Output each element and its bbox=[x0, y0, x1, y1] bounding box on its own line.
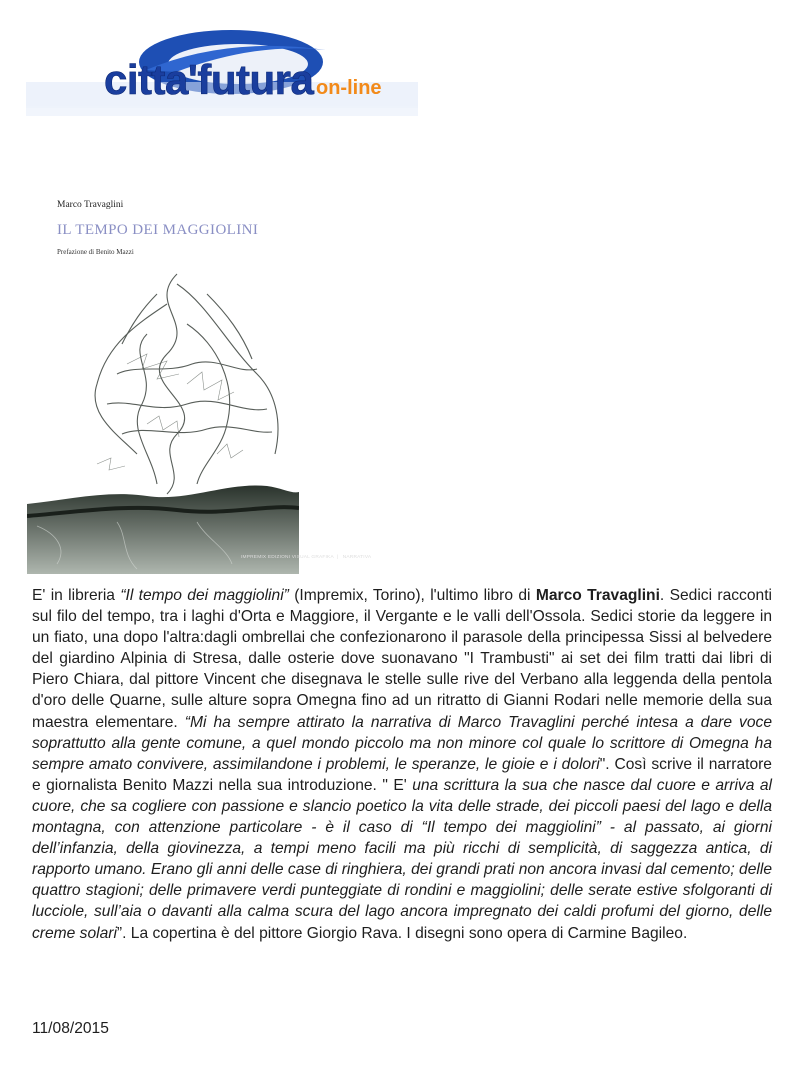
book-cover bbox=[27, 184, 372, 574]
cover-series: NARRATIVA bbox=[342, 555, 372, 560]
logo-graphic bbox=[26, 22, 418, 130]
cover-preface: Prefazione di Benito Mazzi bbox=[57, 248, 134, 256]
article-text: . Sedici racconti sul filo del tempo, tra i laghi d'Orta e Maggiore, il Vergante e le valli dell'Ossola. Sedici storie da leggere in un fiato, una dopo l'altra:dagli ombrellai che confezionarono il parasole della principessa Sissi al belvedere del giardino Alpinia di Stresa, dalle osterie dove suonavano "I Trambusti" ai set dei film tratti dai libri di Piero Chiara, dal pittore Vincent che disegnava le stelle sulle rive del Verbano alla leggenda della pentola d'oro delle Quarne, sulle alture sopra Omegna fino ad un ritratto di Gianni Rodari nelle memorie della sua maestra elementare. bbox=[32, 587, 772, 731]
logo-wordmark: citta'futura bbox=[104, 56, 314, 103]
cover-author: Marco Travaglini bbox=[57, 200, 124, 210]
article-body bbox=[32, 585, 772, 944]
article-text: (Impremix, Torino), l'ultimo libro di bbox=[288, 587, 536, 604]
publication-date: 11/08/2015 bbox=[32, 1020, 109, 1037]
article-text: ”. La copertina è del pittore Giorgio Rava. I disegni sono opera di Carmine Bagileo. bbox=[116, 924, 688, 942]
article-text: E' in libreria bbox=[32, 587, 121, 604]
article-paragraph bbox=[32, 585, 772, 944]
cover-title: IL TEMPO DEI MAGGIOLINI bbox=[57, 222, 259, 238]
site-logo[interactable] bbox=[26, 22, 418, 130]
article-text: ". Così scrive il narratore e giornalista Benito Mazzi nella sua introduzione. " E' bbox=[32, 755, 772, 794]
logo-subtitle: on-line bbox=[316, 77, 382, 99]
cover-footer: IMPREMIX EDIZIONI VISUAL GRAFIKA | NARRATIVA bbox=[241, 555, 372, 560]
cover-tree-illustration bbox=[27, 264, 299, 574]
introduction-quote: una scrittura la sua che nasce dal cuore e arriva al cuore, che sa cogliere con passione e slancio poetico la vita delle strade, dei piccoli paesi del lago e della montagna, con attenzione particolare - è il caso di “Il tempo dei maggiolini” - al passato, ai giorni dell’infanzia, della giovinezza, a tempi meno facili ma più ricchi di semplicità, di saggezza antica, di rapporto umano. Erano gli anni delle case di ringhiera, dei grandi prati non ancora invasi dal cemento; delle quattro stagioni; delle primavere verdi punteggiate di rondini e maggiolini; delle serate estive sfolgoranti di lucciole, sull’aia o davanti alla calma scura del lago ancora impregnato dei caldi profumi del giorno, delle creme solari bbox=[32, 776, 772, 942]
cover-publisher: IMPREMIX EDIZIONI VISUAL GRAFIKA bbox=[241, 555, 334, 560]
review-quote: “Mi ha sempre attirato la narrativa di Marco Travaglini perché intesa a dare voce soprattutto alla gente comune, a quel mondo piccolo ma non minore col quale lo scrittore di Omegna ha sempre amato convivere, assimilandone i problemi, le speranze, le gioie e i dolori bbox=[32, 713, 772, 773]
book-title-quote: “Il tempo dei maggiolini” bbox=[120, 587, 289, 604]
author-name: Marco Travaglini bbox=[535, 587, 660, 604]
